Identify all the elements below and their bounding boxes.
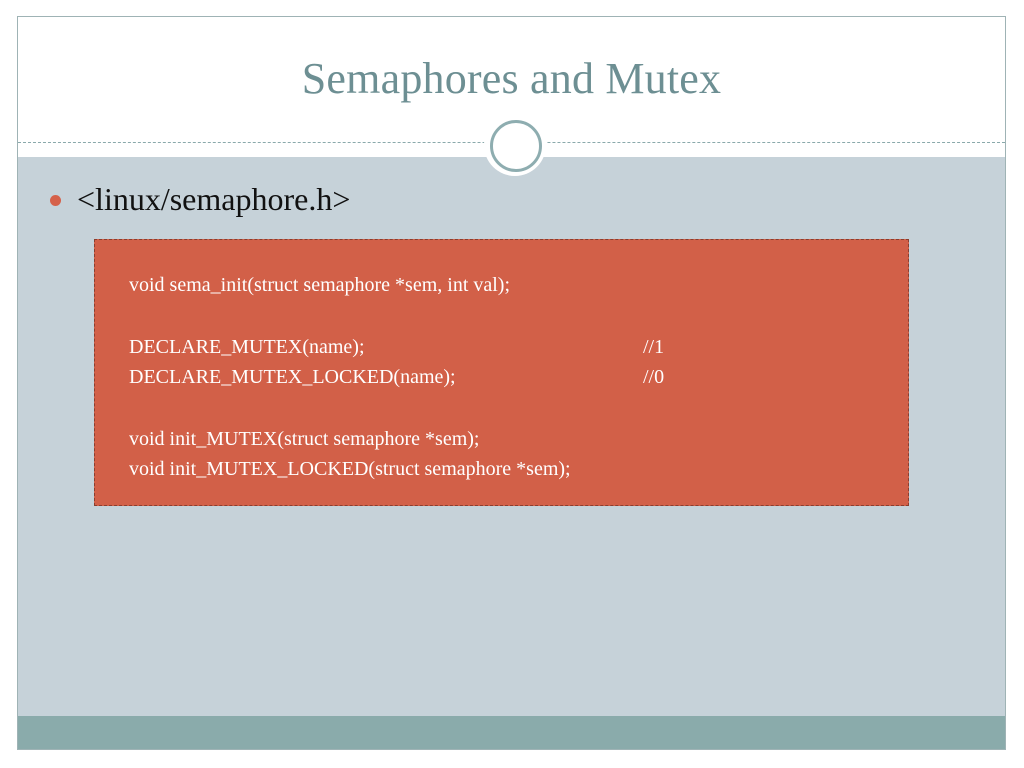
code-line-init-mutex-locked: void init_MUTEX_LOCKED(struct semaphore *sem); (129, 458, 571, 480)
code-line-declare-mutex-locked: DECLARE_MUTEX_LOCKED(name); (129, 366, 456, 388)
bullet-text: <linux/semaphore.h> (77, 181, 351, 217)
code-comment-declare-mutex: //1 (643, 336, 665, 358)
footer-bar (18, 716, 1005, 750)
slide-title: Semaphores and Mutex (301, 54, 722, 103)
bullet-dot-icon (50, 195, 61, 206)
code-line-declare-mutex: DECLARE_MUTEX(name); (129, 336, 365, 358)
bullet-item (50, 181, 350, 218)
code-comment-declare-mutex-locked: //0 (643, 366, 665, 388)
code-line-init-mutex: void init_MUTEX(struct semaphore *sem); (129, 428, 480, 450)
slide (17, 16, 1006, 750)
circle-ornament-icon (490, 120, 542, 172)
code-box (94, 239, 909, 506)
code-line-sema-init: void sema_init(struct semaphore *sem, int val); (129, 274, 511, 296)
